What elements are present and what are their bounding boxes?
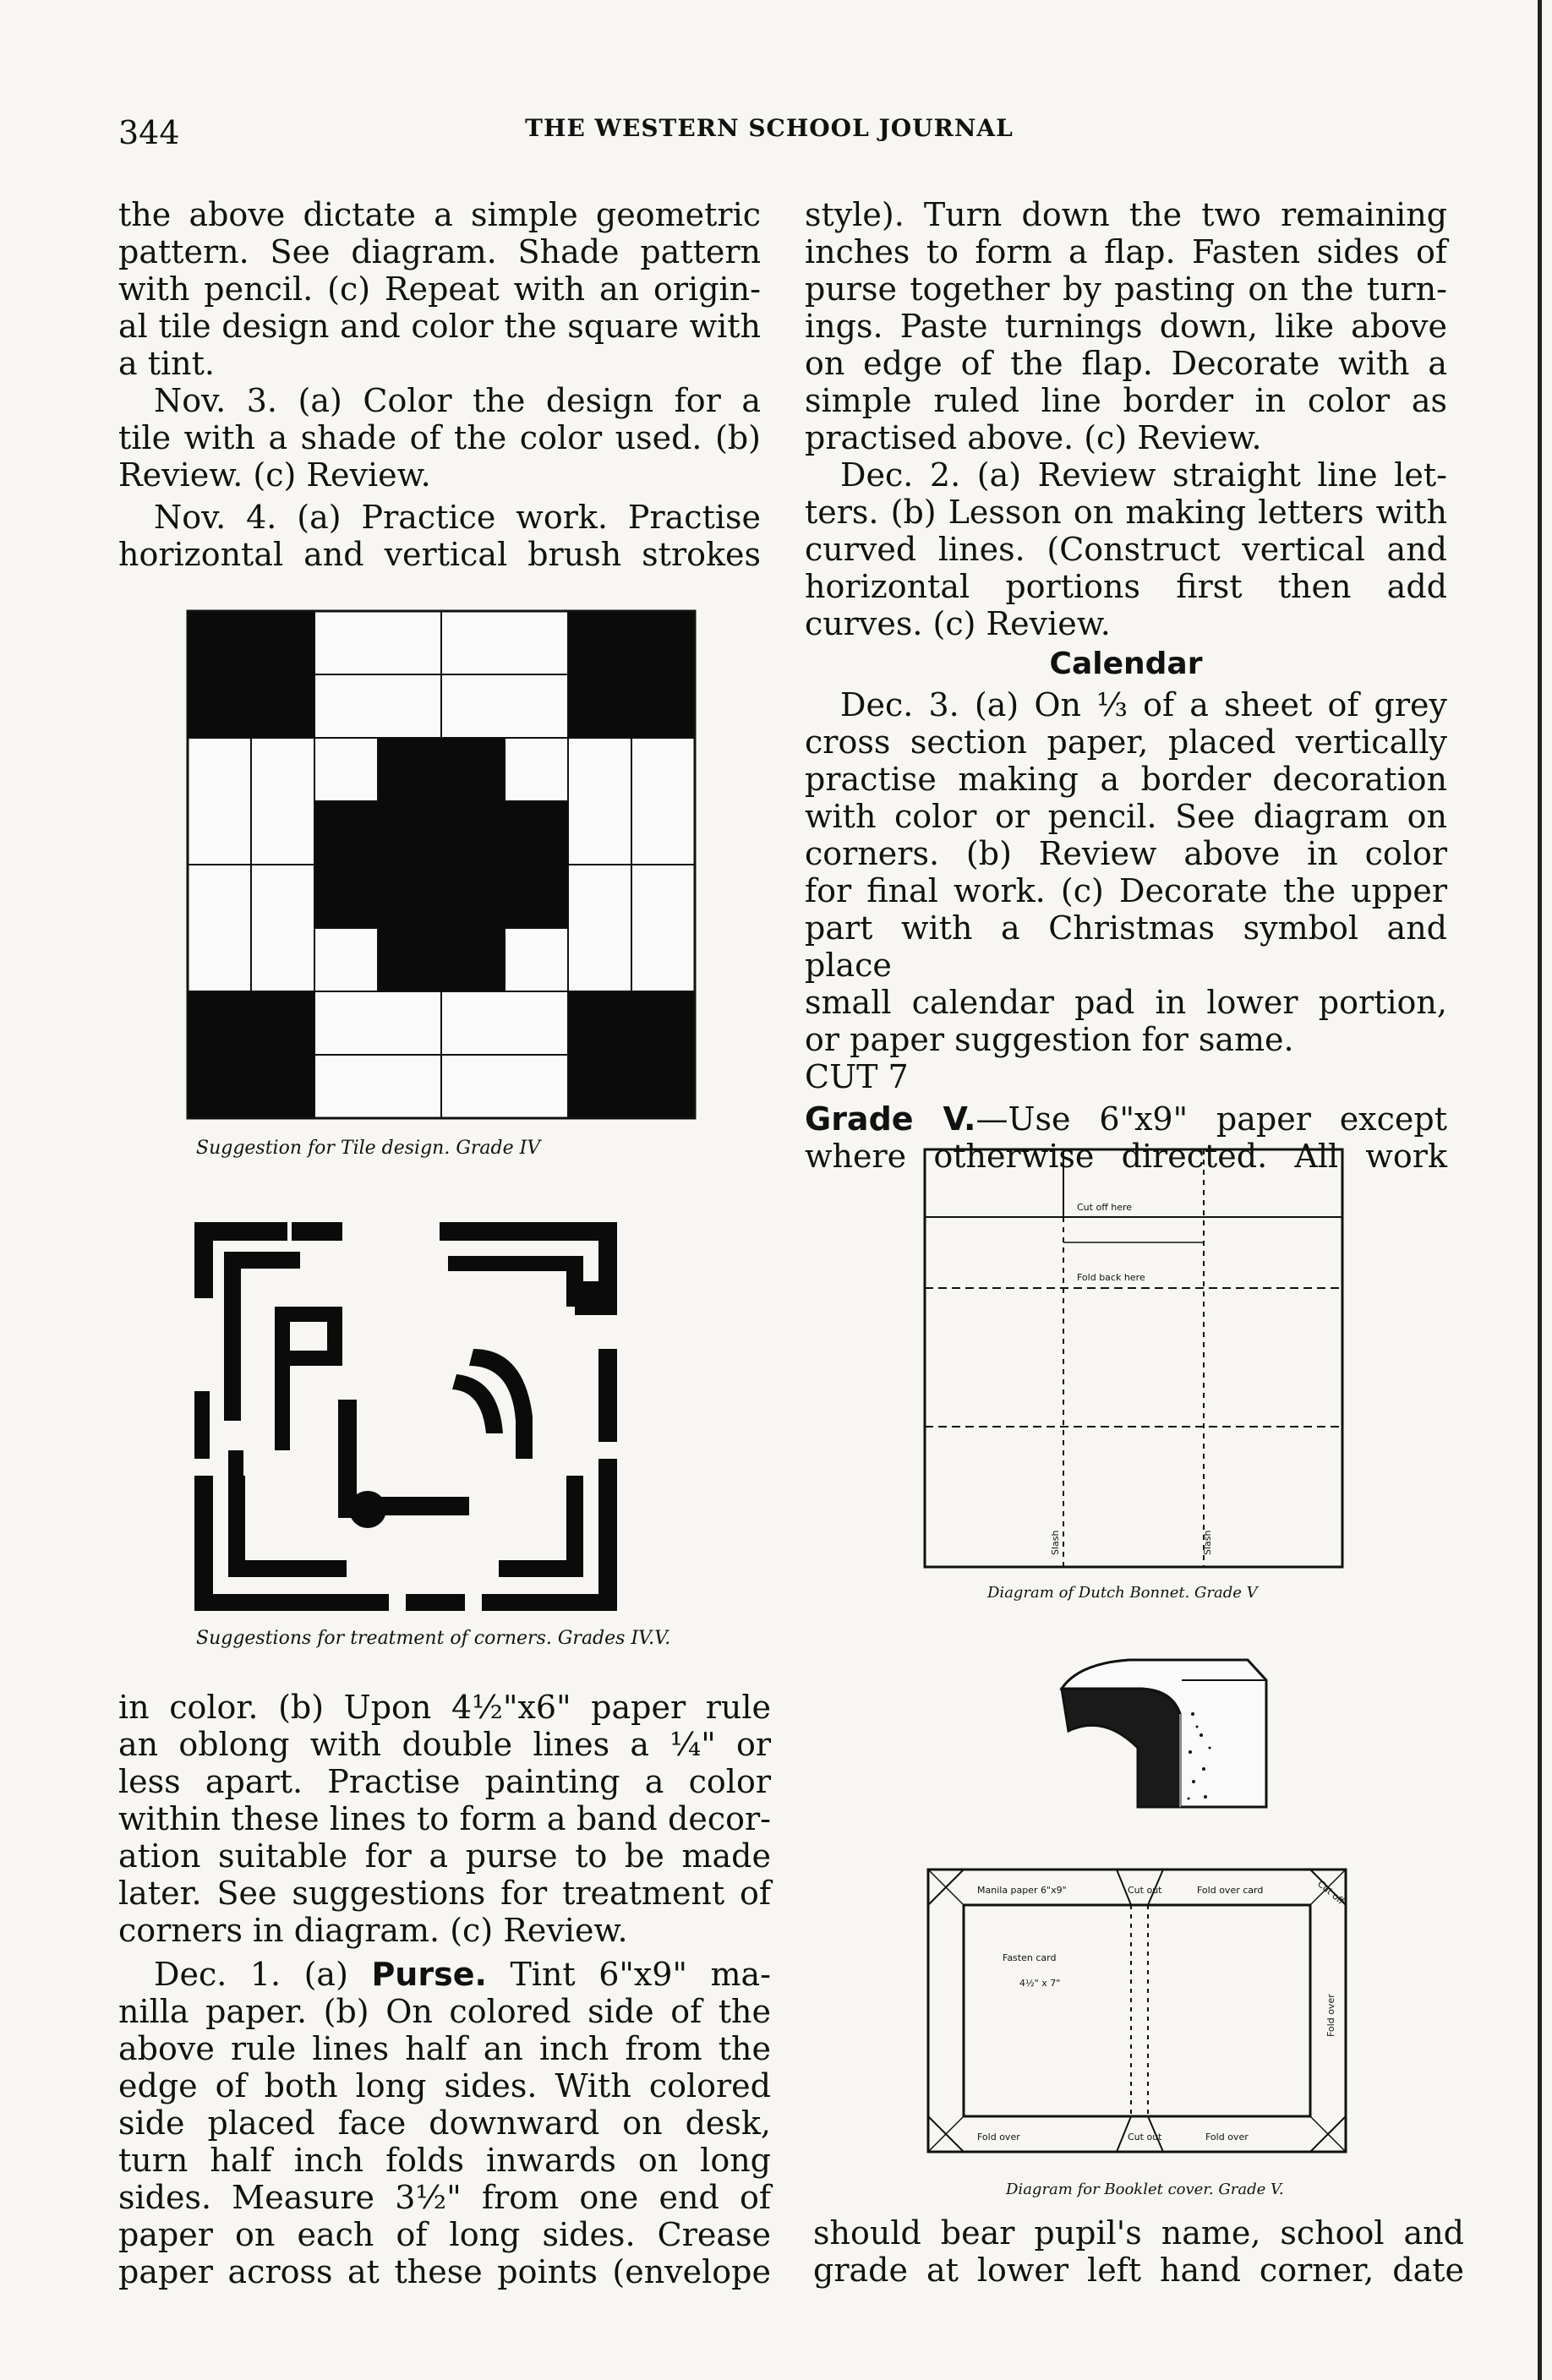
right-column-bottom <box>813 2214 1464 2289</box>
booklet-cover-diagram <box>926 1868 1349 2155</box>
text-line: an oblong with double lines a ¼" or <box>118 1726 771 1763</box>
corners-caption: Suggestions for treatment of corners. Grades IV.V. <box>196 1628 671 1649</box>
text-line: or paper suggestion for same. <box>805 1021 1294 1058</box>
text-line: style). Turn down the two remaining <box>805 196 1447 233</box>
fold-back-label: Fold back here <box>1077 1272 1145 1283</box>
page-header <box>118 114 1420 165</box>
grade-v-line <box>805 1100 1447 1138</box>
text-line: curves. (c) Review. <box>805 605 1111 642</box>
text-line: edge of both long sides. With colored <box>118 2067 771 2104</box>
text-line: nilla paper. (b) On colored side of the <box>118 1993 771 2030</box>
cut-off-label: Cut off here <box>1077 1202 1133 1213</box>
text-line: a tint. <box>118 345 215 382</box>
text-line: in color. (b) Upon 4½"x6" paper rule <box>118 1689 771 1726</box>
text-line: Nov. 4. (a) Practice work. Practise <box>154 499 761 536</box>
right-column-top <box>805 196 1447 1175</box>
cut-label: CUT 7 <box>805 1058 909 1095</box>
text-line: ings. Paste turnings down, like above <box>805 308 1447 345</box>
left-column-top <box>118 196 761 573</box>
text-line: Review. (c) Review. <box>118 456 431 494</box>
text-line: within these lines to form a band decor- <box>118 1800 771 1837</box>
dec1-rest: Tint 6"x9" ma- <box>486 1956 771 1993</box>
text-line: side placed face downward on desk, <box>118 2104 771 2142</box>
text-line: turn half inch folds inwards on long <box>118 2142 771 2179</box>
text-line: Dec. 2. (a) Review straight line let- <box>840 456 1447 494</box>
text-line: horizontal and vertical brush strokes <box>118 536 761 573</box>
text-line: with pencil. (c) Repeat with an origin- <box>118 270 761 308</box>
dec1-line <box>118 1956 771 1993</box>
text-line: above rule lines half an inch from the <box>118 2030 771 2067</box>
text-line: simple ruled line border in color as <box>805 382 1447 419</box>
cut-out-bottom-label: Cut out <box>1128 2132 1162 2143</box>
text-line: ters. (b) Lesson on making letters with <box>805 494 1447 531</box>
text-line: should bear pupil's name, school and <box>813 2214 1464 2252</box>
running-title: THE WESTERN SCHOOL JOURNAL <box>525 114 1014 142</box>
fold-over-right-label: Fold over <box>1325 1994 1336 2037</box>
text-line: small calendar pad in lower portion, <box>805 984 1447 1021</box>
grade-v-heading: Grade V. <box>805 1100 976 1138</box>
text-line: corners in diagram. (c) Review. <box>118 1912 628 1949</box>
text-line: paper on each of long sides. Crease <box>118 2216 771 2253</box>
text-line: paper across at these points (envelope <box>118 2253 771 2290</box>
text-line: less apart. Practise painting a color <box>118 1763 771 1800</box>
manila-label: Manila paper 6"x9" <box>977 1885 1067 1896</box>
text-line: practise making a border decoration <box>805 761 1447 798</box>
dec1-prefix: Dec. 1. (a) <box>154 1956 372 1993</box>
fold-over-bottom-label: Fold over <box>1205 2132 1249 2143</box>
text-line: on edge of the flap. Decorate with a <box>805 345 1447 382</box>
text-line: al tile design and color the square with <box>118 308 761 345</box>
booklet-caption: Diagram for Booklet cover. Grade V. <box>1006 2181 1284 2198</box>
text-line: Dec. 3. (a) On ⅓ of a sheet of grey <box>840 686 1447 723</box>
tile-design-figure <box>188 611 695 1118</box>
page-edge <box>1538 0 1542 2380</box>
text-line: for final work. (c) Decorate the upper <box>805 872 1447 909</box>
corners-figure <box>194 1222 702 1611</box>
text-line: with color or pencil. See diagram on <box>805 798 1447 835</box>
text-line: grade at lower left hand corner, date <box>813 2252 1464 2289</box>
cut-out-top-label: Cut out <box>1128 1885 1162 1896</box>
slash-right-label: Slash <box>1202 1530 1213 1555</box>
text-line: Nov. 3. (a) Color the design for a <box>154 382 761 419</box>
dutch-bonnet-diagram <box>925 1149 1347 1572</box>
page-number: 344 <box>118 114 180 151</box>
text-line: practised above. (c) Review. <box>805 419 1262 456</box>
text-line: cross section paper, placed vertically <box>805 723 1447 761</box>
card-label: Fasten card <box>1003 1952 1057 1963</box>
text-line: curved lines. (Construct vertical and <box>805 531 1447 568</box>
text-line: where otherwise directed. All work <box>805 1138 1447 1175</box>
bottom-fold-label: Fold over <box>977 2132 1020 2143</box>
text-line: tile with a shade of the color used. (b) <box>118 419 761 456</box>
left-column-bottom <box>118 1689 771 2290</box>
text-line: the above dictate a simple geometric <box>118 196 761 233</box>
text-line: sides. Measure 3½" from one end of <box>118 2179 771 2216</box>
size-label: 4½" x 7" <box>1019 1978 1061 1989</box>
text-line: inches to form a flap. Fasten sides of <box>805 233 1447 270</box>
text-line: corners. (b) Review above in color <box>805 835 1447 872</box>
text-line: purse together by pasting on the turn- <box>805 270 1447 308</box>
text-line: pattern. See diagram. Shade pattern <box>118 233 761 270</box>
corner-label: Cut off <box>1315 1878 1347 1907</box>
text-line: part with a Christmas symbol and place <box>805 909 1447 984</box>
fold-over-top-label: Fold over card <box>1197 1885 1264 1896</box>
bonnet-sketch <box>1053 1655 1273 1815</box>
calendar-heading: Calendar <box>1049 647 1203 681</box>
grade-v-rest: —Use 6"x9" paper except <box>975 1100 1447 1138</box>
text-line: horizontal portions first then add <box>805 568 1447 605</box>
bonnet-caption: Diagram of Dutch Bonnet. Grade V <box>987 1584 1258 1602</box>
text-line: later. See suggestions for treatment of <box>118 1875 771 1912</box>
purse-heading: Purse. <box>371 1956 487 1993</box>
slash-left-label: Slash <box>1050 1530 1061 1555</box>
tile-caption: Suggestion for Tile design. Grade IV <box>196 1138 541 1159</box>
text-line: ation suitable for a purse to be made <box>118 1837 771 1875</box>
